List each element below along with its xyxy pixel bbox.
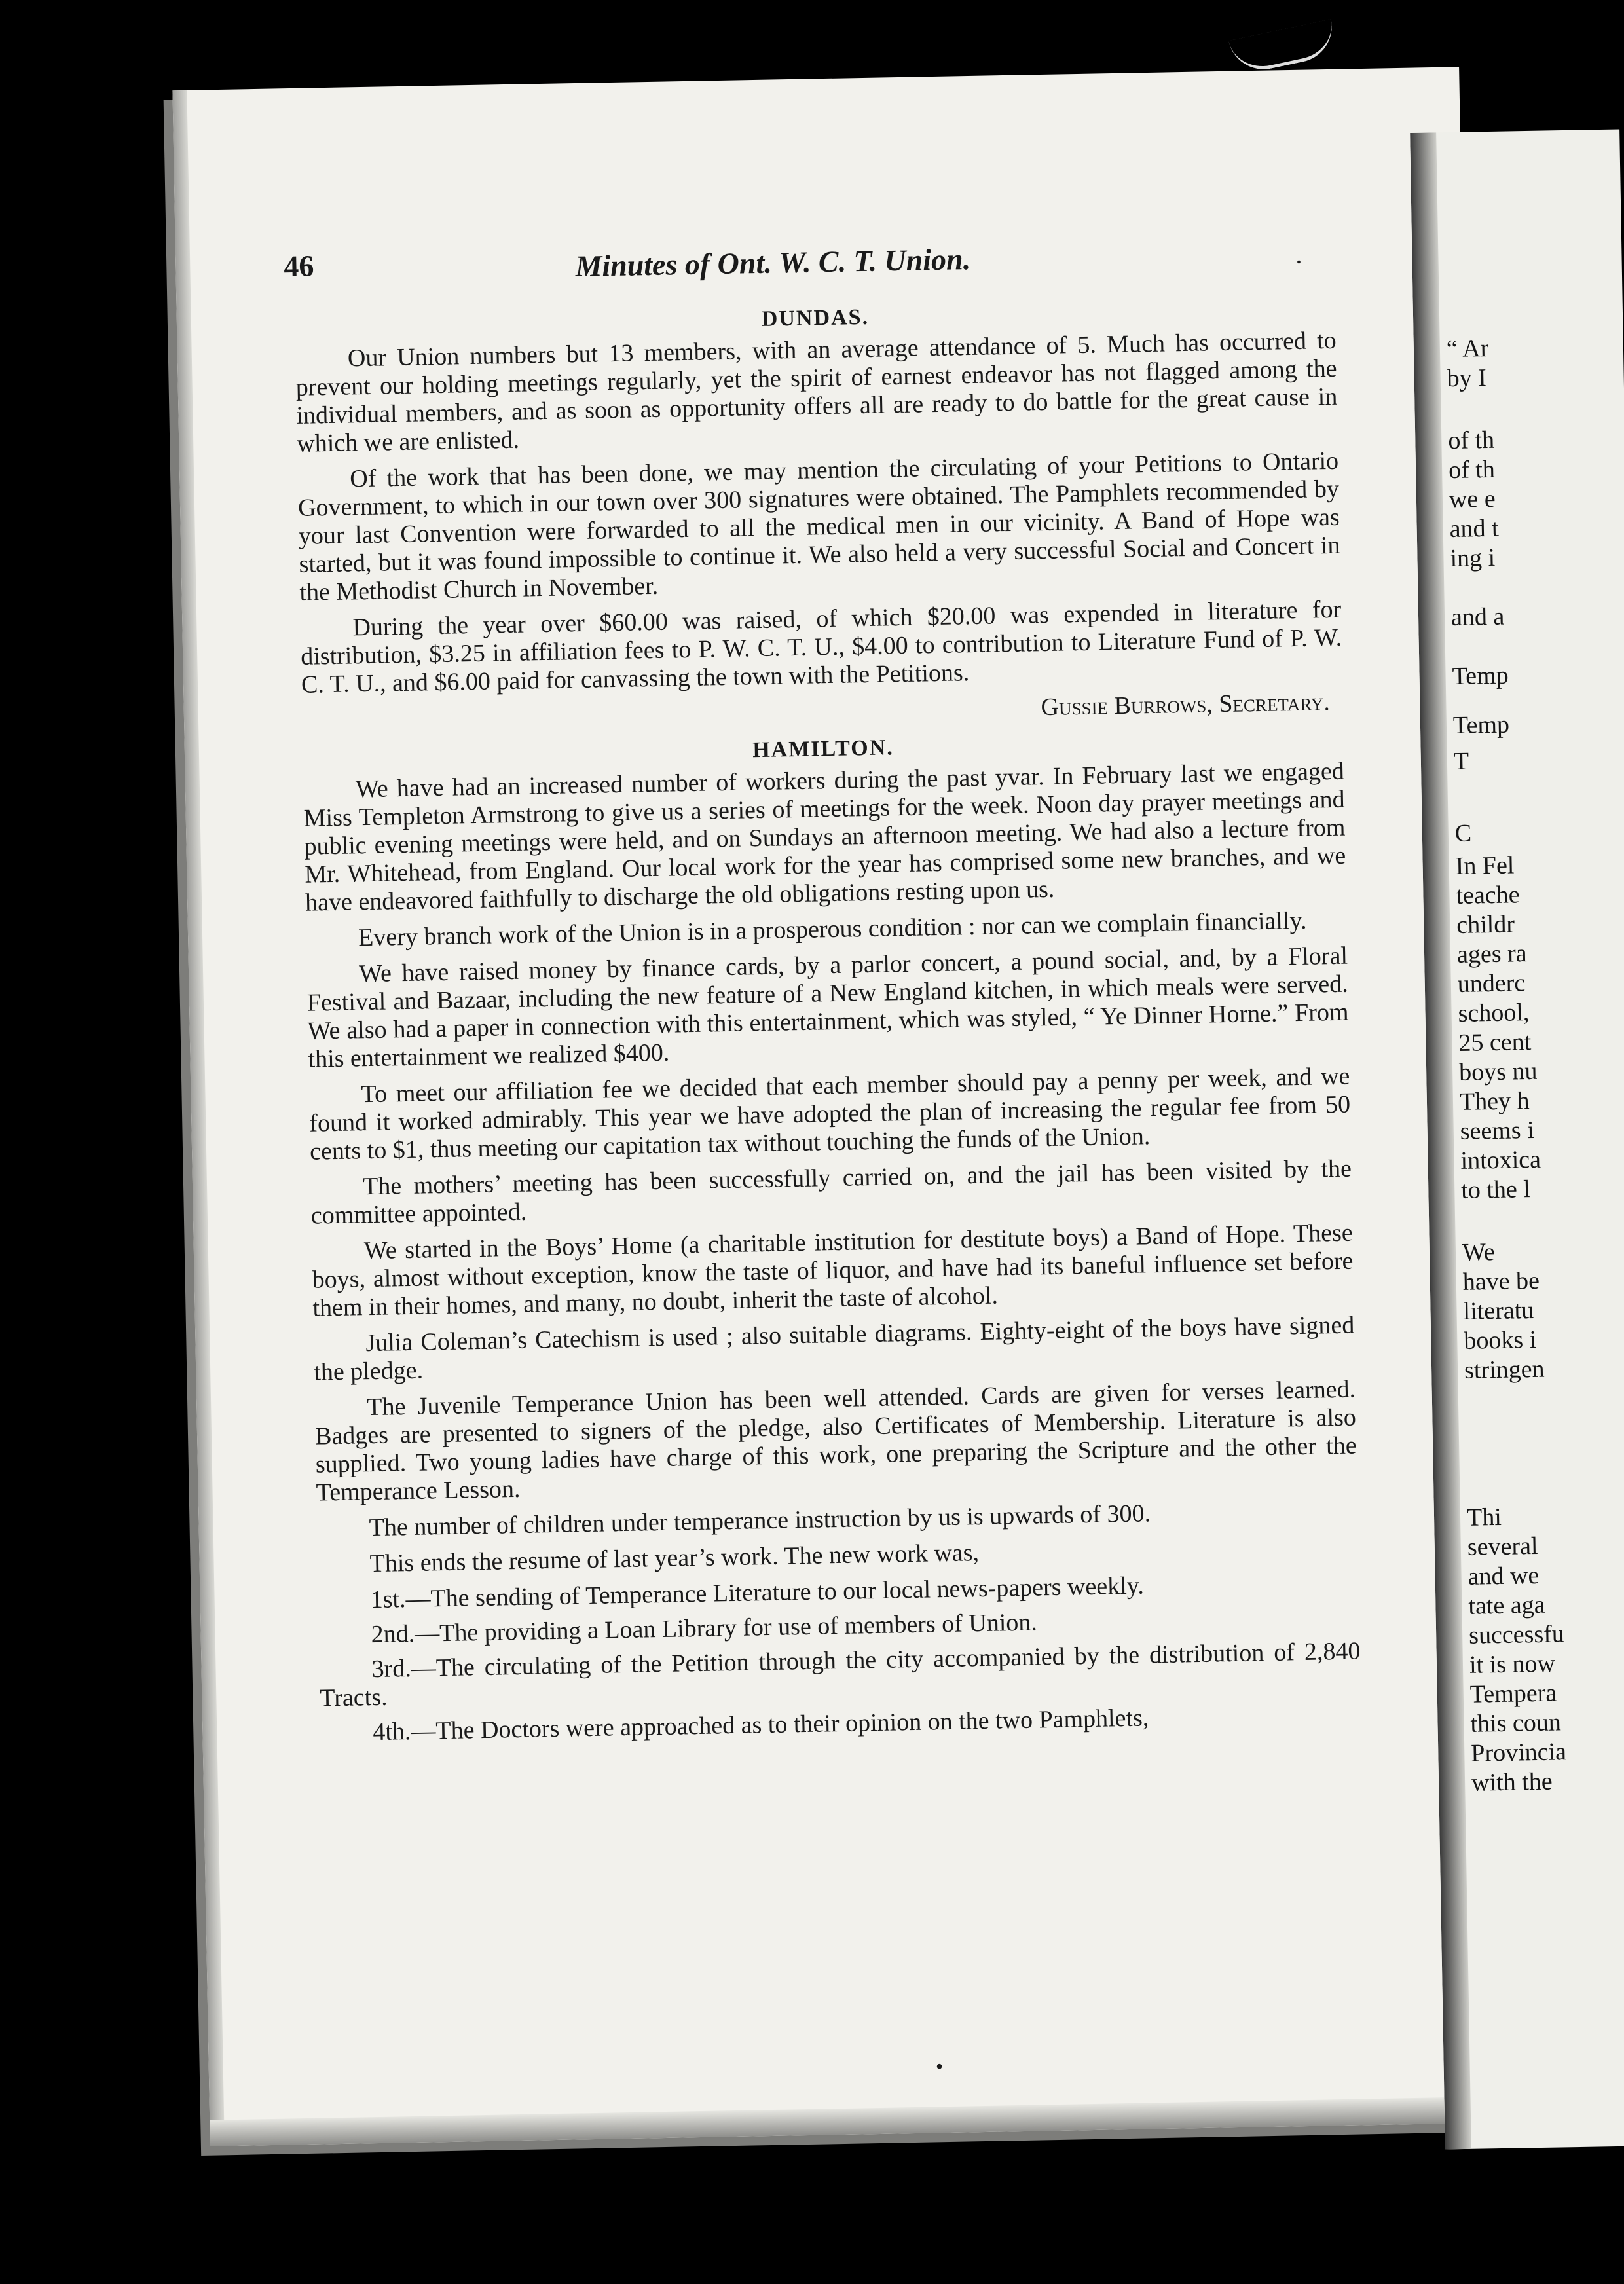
- paragraph: The number of children under temperance instruction by us is upwards of 300.: [369, 1500, 1151, 1542]
- right-page-fragment: tate aga: [1468, 1591, 1545, 1620]
- right-page-fragment: literatu: [1463, 1297, 1534, 1325]
- paragraph: Every branch work of the Union is in a prosperous condition : nor can we complain financially.: [358, 906, 1307, 952]
- right-page-fragment: have be: [1462, 1266, 1540, 1296]
- right-page-fragment: underc: [1457, 969, 1526, 998]
- paragraph: We have raised money by finance cards, by a parlor concert, a pound social, and, by a Floral Festival and Bazaar, including the new feature of a New England kitchen, in which meals were served. We also had a paper in connection with this entertainment, which was styled, “ Ye Dinner Horne.” From this entertainment we realized $400.: [306, 942, 1349, 1073]
- right-page-fragment: boys nu: [1458, 1057, 1538, 1086]
- paragraph: To meet our affiliation fee we decided that each member should pay a penny per week, and we found it worked admirably. This year we have adopted the plan of increasing the regular fee from 50 cents to $1, thus meeting our capitation tax without touching the funds of the Union.: [308, 1062, 1351, 1166]
- right-page-fragment: childr: [1456, 910, 1515, 939]
- paragraph: The Juvenile Temperance Union has been well attended. Cards are given for verses learned. Badges are presented to signers of the pledge, also Certificates of Membership. Literature is also supplied. Two young ladies have charge of this work, one preparing the Scripture and the other the Temperance Lesson.: [314, 1375, 1357, 1507]
- right-page-fragment: we e: [1449, 485, 1496, 514]
- right-page-fragment: Temp: [1452, 710, 1510, 740]
- page-bottom-edge: [210, 2097, 1496, 2146]
- right-page-fragment: 25 cent: [1458, 1028, 1532, 1057]
- right-page-fragment: Thi: [1466, 1503, 1502, 1532]
- right-page-fragment: stringen: [1464, 1355, 1545, 1384]
- paragraph: During the year over $60.00 was raised, of which $20.00 was expended in literature for distribution, $3.25 in affiliation fees to P. W. C. T. U., $4.00 to contribution to Literature Fund of P. W. C. T. U., and $6.00 paid for canvassing the town with the Petitions.: [300, 595, 1342, 699]
- header-dot: .: [1295, 239, 1302, 269]
- right-page-fragment: We: [1462, 1238, 1496, 1266]
- page-edge: [172, 90, 225, 2146]
- left-page: [172, 67, 1496, 2146]
- right-page-fragment: Tempera: [1469, 1679, 1557, 1708]
- section-heading-dundas: DUNDAS.: [761, 304, 870, 331]
- paragraph: Julia Coleman’s Catechism is used ; also suitable diagrams. Eighty-eight of the boys have signed the pledge.: [313, 1311, 1355, 1386]
- paragraph: We have had an increased number of workers during the past yvar. In February last we engaged Miss Templeton Armstrong to give us a series of meetings for the week. Noon day prayer meetings and public evening meetings were held, and on Sundays an afternoon meeting. We had also a lecture from Mr. Whitehead, from England. Our local work for the year has comprised some new branches, and we have endeavored faithfully to discharge the old obligations resting upon us.: [303, 757, 1346, 917]
- section-heading-hamilton: HAMILTON.: [752, 735, 895, 763]
- paragraph: Of the work that has been done, we may mention the circulating of your Petitions to Ontario Government, to which in our town over 300 signatures were obtained. The Pamphlets recommended by your last Convention were forwarded to all the medical men in our vicinity. A Band of Hope was started, but it was found impossible to continue it. We also held a very successful Social and Concert in the Methodist Church in November.: [297, 447, 1340, 606]
- page-number: 46: [283, 249, 314, 284]
- paragraph: We started in the Boys’ Home (a charitable institution for destitute boys) a Band of Hope. These boys, almost without exception, know the taste of liquor, and have had its baneful influence set before them in their homes, and many, no doubt, inherit the taste of alcohol.: [312, 1219, 1354, 1322]
- right-page-fragment: several: [1467, 1532, 1538, 1561]
- right-page: [1410, 129, 1624, 2149]
- right-page-fragment: and a: [1450, 602, 1505, 632]
- list-item: 2nd.—The providing a Loan Library for use of members of Union.: [371, 1608, 1038, 1649]
- right-page-fragment: Temp: [1452, 661, 1509, 691]
- right-page-fragment: by I: [1447, 364, 1487, 393]
- paragraph: The mothers’ meeting has been successfully carried on, and the jail has been visited by the committee appointed.: [310, 1154, 1352, 1230]
- right-page-fragment: ages ra: [1456, 940, 1527, 968]
- right-page-fragment: ing i: [1450, 543, 1496, 573]
- right-page-fragment: C: [1454, 819, 1472, 847]
- right-page-fragment: this coun: [1470, 1708, 1562, 1738]
- page-dot: •: [935, 2054, 944, 2078]
- right-page-fragment: They h: [1459, 1087, 1530, 1116]
- right-page-fragment: of th: [1447, 426, 1495, 455]
- right-page-fragment: of th: [1448, 455, 1496, 485]
- scan-mark: [1228, 19, 1338, 76]
- right-page-fragment: “ Ar: [1446, 334, 1489, 363]
- right-page-fragment: school,: [1458, 999, 1530, 1027]
- right-page-fragment: successfu: [1468, 1620, 1565, 1649]
- right-page-fragment: intoxica: [1460, 1145, 1541, 1175]
- running-title: Minutes of Ont. W. C. T. Union.: [574, 242, 971, 284]
- right-page-fragment: with the: [1471, 1767, 1553, 1797]
- right-page-fragment: it is now: [1469, 1649, 1556, 1679]
- right-page-fragment: and t: [1449, 514, 1500, 543]
- right-page-fragment: In Fel: [1455, 851, 1515, 880]
- right-page-fragment: teache: [1456, 881, 1520, 910]
- list-item: 3rd.—The circulating of the Petition through the city accompanied by the distribution of 2,840 Tracts.: [320, 1637, 1361, 1712]
- list-item: 1st.—The sending of Temperance Literature to our local news-papers weekly.: [370, 1572, 1145, 1614]
- text-block: [283, 233, 1362, 1754]
- right-page-fragment: Provincia: [1470, 1738, 1567, 1767]
- right-page-fragment: books i: [1463, 1325, 1537, 1355]
- list-item: 4th.—The Doctors were approached as to their opinion on the two Pamphlets,: [372, 1704, 1149, 1746]
- paragraph: Our Union numbers but 13 members, with an average attendance of 5. Much has occurred to prevent our holding meetings regularly, yet the spirit of earnest endeavor has not flagged among the individual members, and as soon as opportunity offers all are ready to do battle for the great cause in which we are enlisted.: [295, 326, 1338, 458]
- right-page-fragment: and we: [1467, 1561, 1540, 1591]
- right-page-fragment: seems i: [1460, 1116, 1535, 1145]
- right-page-fragment: to the l: [1460, 1175, 1531, 1204]
- right-page-fragment: T: [1453, 747, 1469, 776]
- signature: Gussie Burrows, Secretary.: [1041, 688, 1331, 722]
- paragraph: This ends the resume of last year’s work. The new work was,: [369, 1539, 980, 1578]
